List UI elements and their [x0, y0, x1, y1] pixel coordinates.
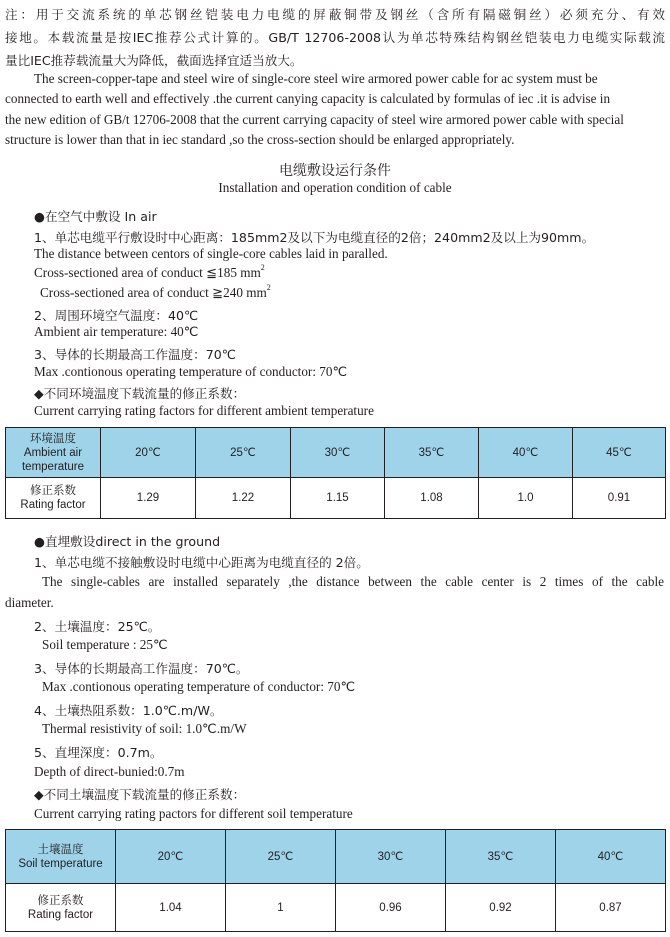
ground-item-3-en: Max .contionous operating temperature of conductor: 70℃ [42, 679, 356, 694]
air-factor-cell: 1.22 [196, 478, 291, 519]
air-factor-cell: 1.15 [291, 478, 385, 519]
air-factor-label-zh: 修正系数 [30, 485, 76, 497]
soil-temp-cell: 30℃ [336, 830, 446, 884]
air-temp-cell: 20℃ [101, 428, 196, 478]
ground-item-1-zh: 1、单芯电缆不接触敷设时电缆中心距离为电缆直径的 2倍。 [34, 555, 369, 570]
soil-factor-cell: 0.87 [556, 884, 666, 932]
ground-item-4-zh: 4、土壤热阻系数：1.0℃.m/W。 [34, 703, 223, 718]
soil-temp-cell: 40℃ [556, 830, 666, 884]
soil-header-zh: 土壤温度 [37, 843, 84, 856]
notice-zh-line-1: 注：用于交流系统的单芯钢丝铠装电力电缆的屏蔽铜带及钢丝（含所有隔磁铜丝）必须充分、有效 [5, 7, 665, 22]
air-factor-cell: 1.0 [479, 478, 573, 519]
air-rating-table [5, 427, 666, 519]
ground-heading: ●直埋敷设direct in the ground [34, 534, 221, 549]
air-table-header-label [6, 428, 101, 478]
soil-factor-cell: 1 [226, 884, 336, 932]
air-item-2-en: Ambient air temperature: 40℃ [34, 324, 199, 339]
air-table-factor-label [6, 478, 101, 519]
air-factor-heading-zh: ◆不同环境温度下载流量的修正系数： [34, 386, 246, 401]
air-temp-cell: 45℃ [573, 428, 666, 478]
air-temp-cell: 25℃ [196, 428, 291, 478]
soil-factor-cell: 0.92 [446, 884, 556, 932]
air-table-header-row [6, 428, 666, 478]
air-factor-label-en: Rating factor [20, 499, 86, 511]
air-temp-cell: 40℃ [479, 428, 573, 478]
ground-item-2-en: Soil temperature : 25℃ [42, 637, 168, 652]
ground-item-1-en-b: diameter. [5, 595, 54, 610]
notice-zh-line-3: 量比IEC推荐载流量大为降低，截面选择宜适当放大。 [5, 53, 303, 68]
notice-en-line-4: structure is lower than that in iec standard ,so the cross-section should be enlarged appropriately. [5, 132, 515, 147]
air-item-3-zh: 3、导体的长期最高工作温度：70℃ [34, 347, 236, 362]
soil-factor-label-en: Rating factor [27, 908, 94, 921]
air-item-1-zh: 1、单芯电缆平行敷设时中心距离：185mm2及以下为电缆直径的2倍；240mm2及以上为90mm。 [34, 230, 595, 245]
soil-temp-cell: 25℃ [226, 830, 336, 884]
air-header-en-2: temperature [21, 460, 84, 473]
air-factor-cell: 0.91 [573, 478, 666, 519]
soil-factor-cell: 0.96 [336, 884, 446, 932]
air-cross-section-1: Cross-sectioned area of conduct ≦185 $mm^2$ [34, 263, 265, 280]
notice-en-line-3: the new edition of GB/t 12706-2008 that the current carrying capacity of steel wire armored power cable with special [5, 112, 624, 127]
ground-item-3-zh: 3、导体的长期最高工作温度：70℃。 [34, 661, 249, 676]
soil-header-en: Soil temperature [18, 857, 103, 870]
ground-item-2-zh: 2、土壤温度：25℃。 [34, 619, 161, 634]
ground-item-4-en: Thermal resistivity of soil: 1.0℃.m/W [42, 721, 247, 736]
soil-table-header-row [6, 830, 666, 884]
ground-item-5-en: Depth of direct-bunied:0.7m [34, 764, 185, 779]
ground-item-1-en-a: The single-cables are installed separately ,the distance between the cable center is 2 times of the cable [42, 574, 664, 589]
air-cross-section-2: Cross-sectioned area of conduct ≧240 $mm^2$ [40, 283, 271, 300]
air-factor-heading-en: Current carrying rating factors for different ambient temperature [34, 403, 374, 418]
ground-factor-heading-zh: ◆不同土壤温度下载流量的修正系数： [34, 787, 246, 802]
air-header-en-1: Ambient air [23, 446, 83, 459]
soil-temp-cell: 20℃ [116, 830, 226, 884]
air-table-factor-row [6, 478, 666, 519]
air-heading: ●在空气中敷设 In air [34, 209, 157, 224]
ground-item-5-zh: 5、直埋深度：0.7m。 [34, 745, 163, 760]
air-item-1-en: The distance between centors of single-core cables laid in paralled. [34, 246, 388, 261]
air-temp-cell: 35℃ [385, 428, 479, 478]
air-header-zh: 环境温度 [30, 432, 76, 445]
air-item-2-zh: 2、周围环境空气温度：40℃ [34, 308, 199, 323]
soil-factor-cell: 1.04 [116, 884, 226, 932]
soil-table-header-label [6, 830, 116, 884]
notice-en-line-1: The screen-copper-tape and steel wire of single-core steel wire armored power cable for ac system must be [34, 71, 598, 86]
air-factor-cell: 1.08 [385, 478, 479, 519]
air-factor-cell: 1.29 [101, 478, 196, 519]
notice-en-line-2: connected to earth well and effectively .the current canying capacity is calculated by formulas of iec .it is advise in [5, 91, 611, 106]
section-title-zh: 电缆敷设运行条件 [279, 163, 391, 179]
air-temp-cell: 30℃ [291, 428, 385, 478]
notice-zh-line-2: 接地。本载流量是按IEC推荐公式计算的。GB/T 12706-2008认为单芯特殊结构钢丝铠装电力电缆实际载流 [5, 30, 665, 45]
soil-table-factor-row [6, 884, 666, 932]
air-item-3-en: Max .contionous operating temperature of conductor: 70℃ [34, 364, 348, 379]
soil-table-factor-label [6, 884, 116, 932]
ground-factor-heading-en: Current carrying rating pactors for different soil temperature [34, 806, 353, 821]
soil-rating-table [5, 829, 666, 932]
soil-temp-cell: 35℃ [446, 830, 556, 884]
soil-factor-label-zh: 修正系数 [37, 894, 84, 907]
section-title-en: Installation and operation condition of cable [218, 180, 452, 195]
